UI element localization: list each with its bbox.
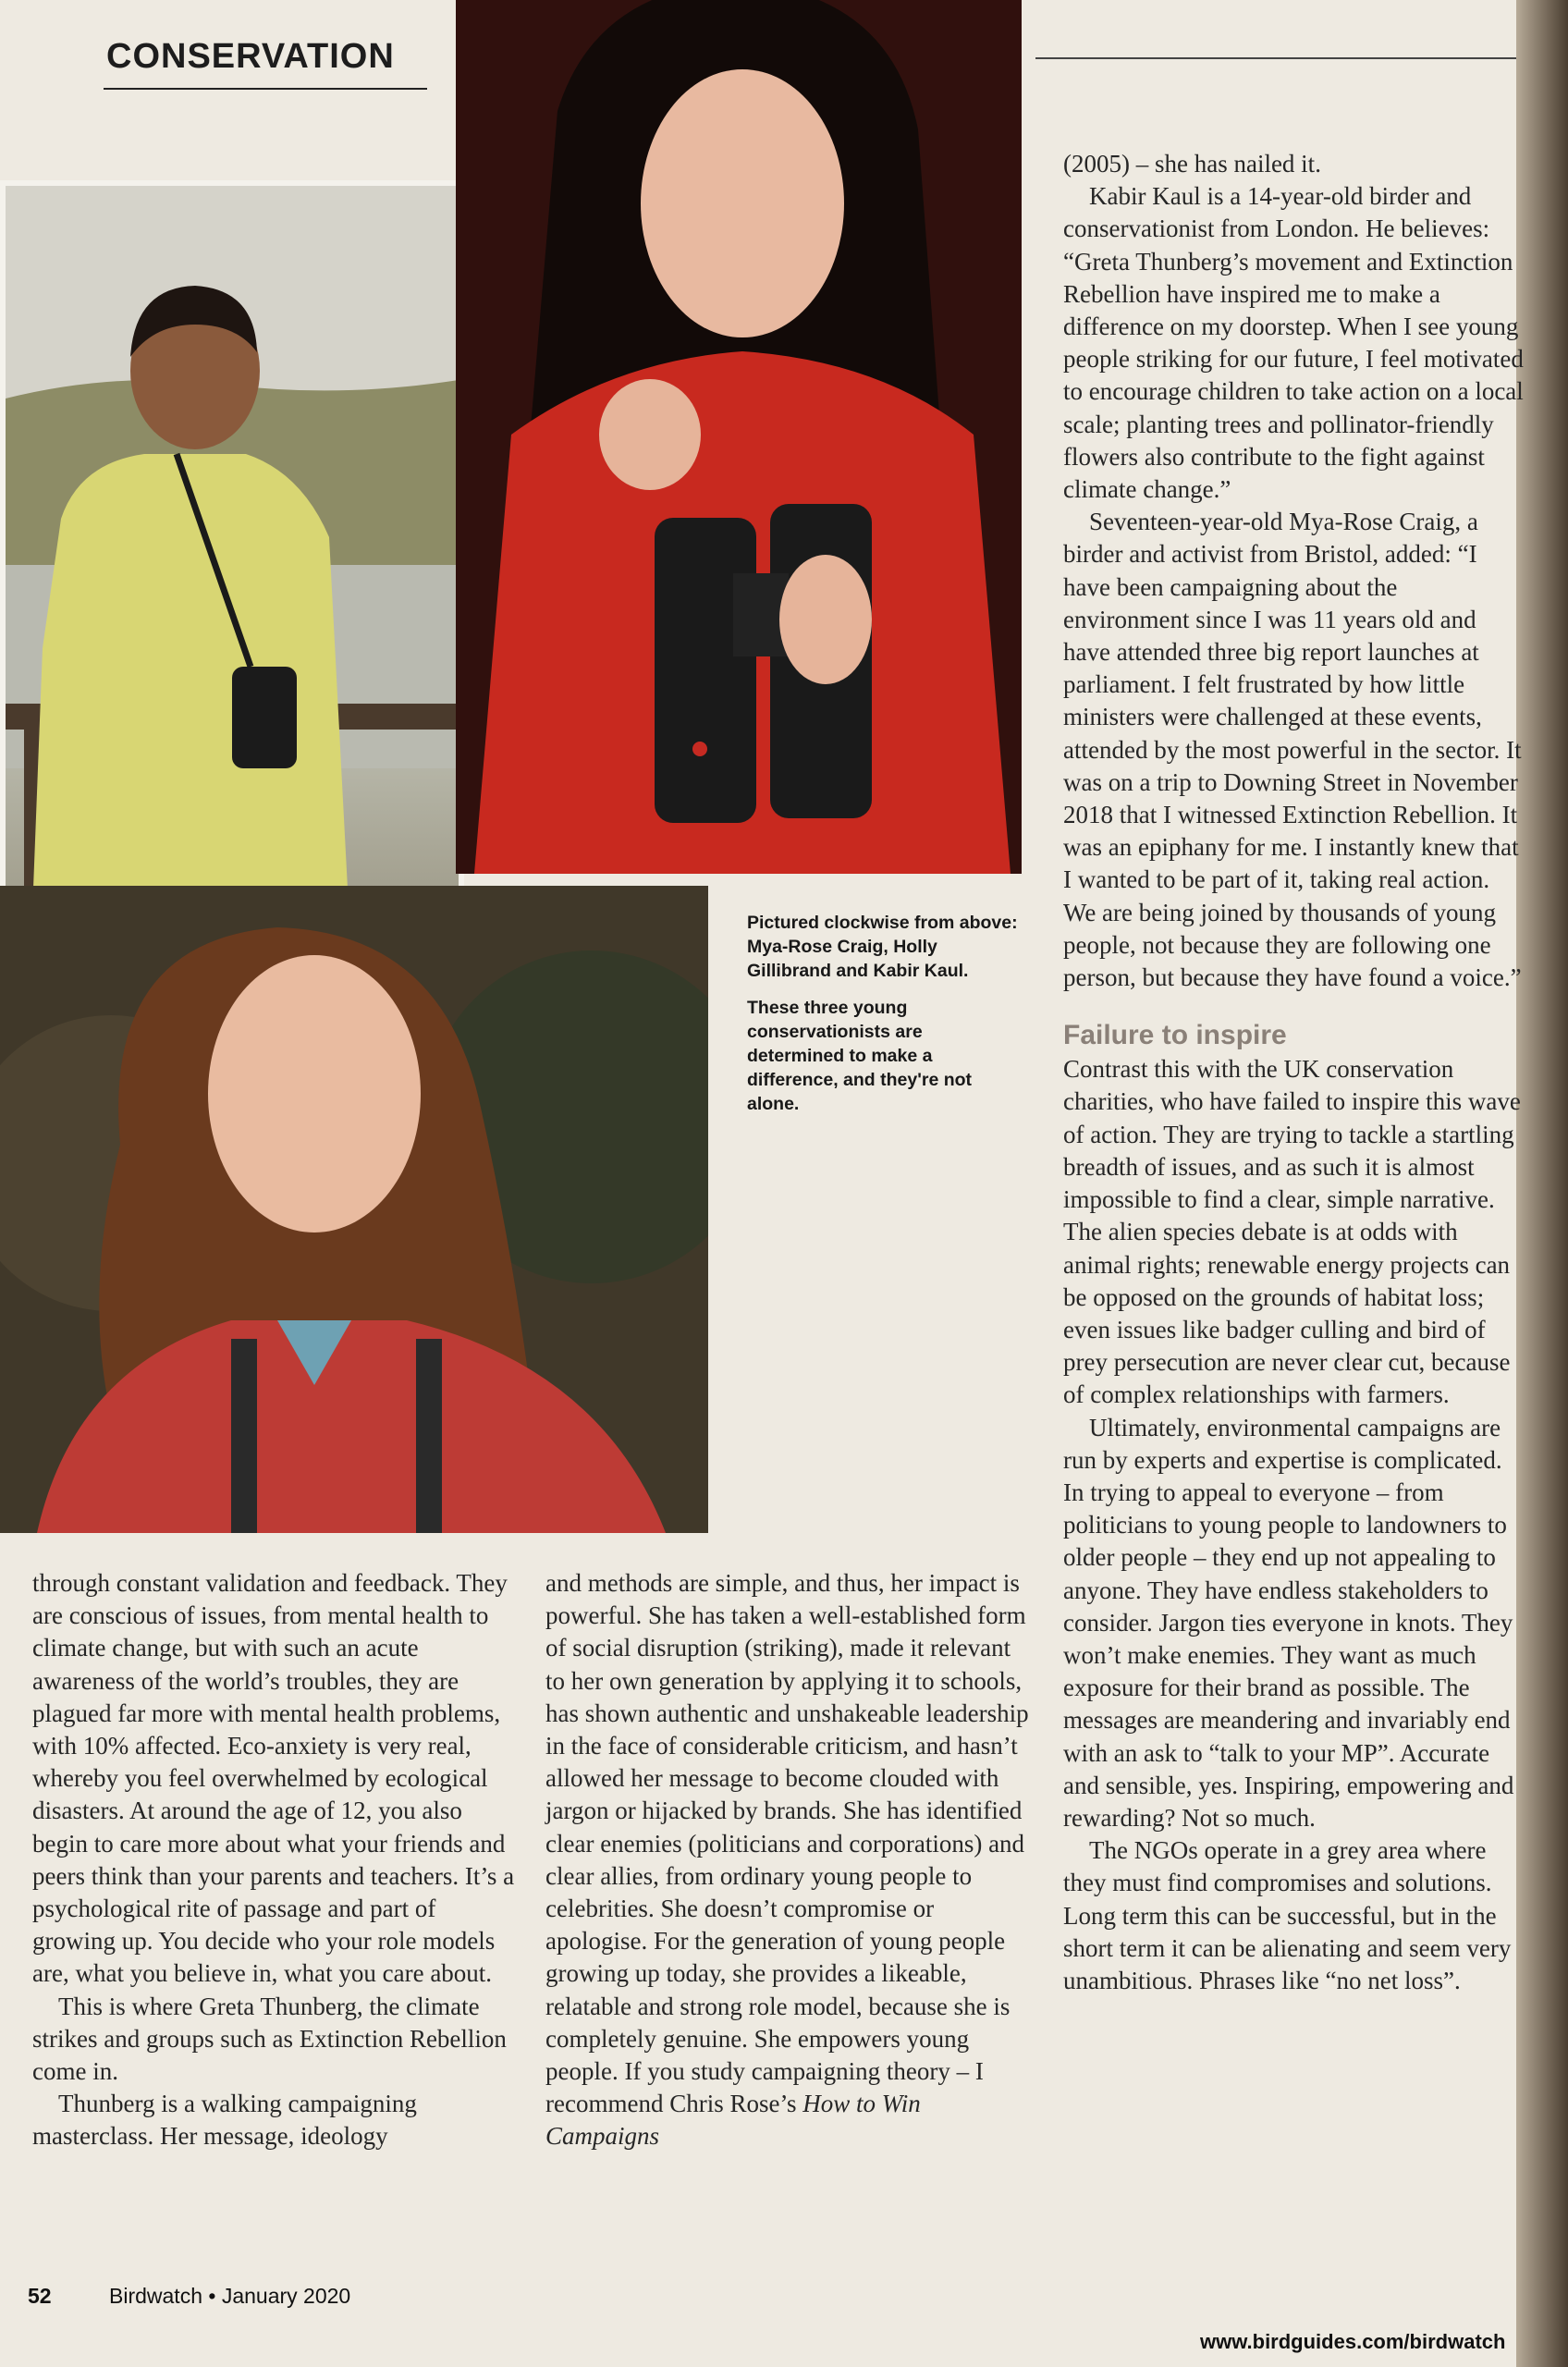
paragraph: Contrast this with the UK conservation charities, who have failed to inspire this wave of action. They are trying to tackle a startling breadth of issues, and as such it is almost impossible to find a clear, simple narrative. The alien species debate is at odds with animal rights; renewable energy projects can be opposed on the grounds of habitat loss; even issues like badger culling and bird of prey persecution are never clear cut, because of complex relationships with farmers. (1063, 1055, 1521, 1409)
paragraph (545, 1567, 1031, 2153)
subheading: Failure to inspire (1063, 1020, 1287, 1051)
paragraph: Kabir Kaul is a 14-year-old birder and conservationist from London. He believes: “Greta Thunberg’s movement and Extinction Rebellion have inspired me to make a difference on my doorstep. When I see young people striking for our future, I feel motivated to encourage children to take action on a local scale; planting trees and pollinator-friendly flowers also contribute to the fight against climate change.” (1063, 182, 1524, 504)
section-rule (104, 88, 427, 90)
caption-line-2: These three young conservationists are determined to make a difference, and they're not alone. (747, 998, 973, 1114)
book-title: How to Win Campaigns (545, 2090, 921, 2151)
mya-illustration (456, 0, 1022, 874)
photo-caption (747, 911, 1024, 1129)
photo-holly-gillibrand (0, 886, 708, 1533)
top-rule (1035, 57, 1516, 59)
page-number: 52 (28, 2284, 52, 2308)
caption-line-1: Pictured clockwise from above: Mya-Rose Craig, Holly Gillibrand and Kabir Kaul. (747, 913, 1018, 981)
holly-illustration (0, 886, 708, 1533)
magazine-issue: Birdwatch • January 2020 (109, 2284, 351, 2308)
photo-mya-rose-craig (456, 0, 1022, 874)
photo-kabir-kaul (0, 180, 464, 894)
paragraph: Seventeen-year-old Mya-Rose Craig, a birder and activist from Bristol, added: “I have been campaigning about the environment since I was 11 years old and have attended three big report launches at parliament. I felt frustrated by how little ministers were challenged at these events, attended by the most powerful in the sector. It was on a trip to Downing Street in November 2018 that I witnessed Extinction Rebellion. It was an epiphany for me. I instantly knew that I wanted to be part of it, taking real action. We are being joined by thousands of young people, not because they are following one person, but because they have found a voice.” (1063, 508, 1522, 992)
paragraph: through constant validation and feedback. They are conscious of issues, from mental health to climate change, but with such an acute awareness of the world’s troubles, they are plagued far more with mental health problems, with 10% affected. Eco-anxiety is very real, whereby you feel overwhelmed by ecological disasters. At around the age of 12, you also begin to care more about what your friends and peers think than your parents and teachers. It’s a psychological rite of passage and part of growing up. You decide who your role models are, what you believe in, what you care about. (32, 1569, 515, 1988)
article-column-right (1063, 148, 1525, 1997)
kabir-illustration (6, 186, 459, 889)
paragraph: Ultimately, environmental campaigns are run by experts and expertise is complicated. In trying to appeal to everyone – from politicians to young people to landowners to older people – they end up not appealing to anyone. They have endless stakeholders to consider. Jargon ties everyone in knots. They won’t make enemies. They want as much exposure for their brand as possible. The messages are meandering and invariably end with an ask to “talk to your MP”. Accurate and sensible, yes. Inspiring, empowering and rewarding? Not so much. (1063, 1413, 1514, 1832)
paragraph: This is where Greta Thunberg, the climate strikes and groups such as Extinction Rebellion come in. (32, 1992, 507, 2086)
article-column-left (32, 1567, 522, 2153)
paragraph-text: and methods are simple, and thus, her impact is powerful. She has taken a well-established form of social disruption (striking), made it relevant to her own generation by applying it to schools, has shown authentic and unshakeable leadership in the face of considerable criticism, and hasn’t allowed her message to become clouded with jargon or hijacked by brands. She has identified clear enemies (politicians and corporations) and clear allies, from ordinary young people to celebrities. She doesn’t compromise or apologise. For the generation of young people growing up today, she provides a likeable, relatable and strong role model, because she is completely genuine. She empowers young people. If you study campaigning theory – I recommend Chris Rose’s (545, 1569, 1029, 2118)
article-column-middle (545, 1567, 1031, 2153)
website-url: www.birdguides.com/birdwatch (1200, 2330, 1506, 2353)
paragraph: Thunberg is a walking campaigning masterclass. Her message, ideology (32, 2090, 417, 2151)
paragraph: The NGOs operate in a grey area where they must find compromises and solutions. Long term this can be successful, but in the short term it can be alienating and seem very unambitious. Phrases like “no net loss”. (1063, 1836, 1512, 1994)
section-label: CONSERVATION (106, 37, 395, 76)
paragraph: (2005) – she has nailed it. (1063, 150, 1321, 178)
